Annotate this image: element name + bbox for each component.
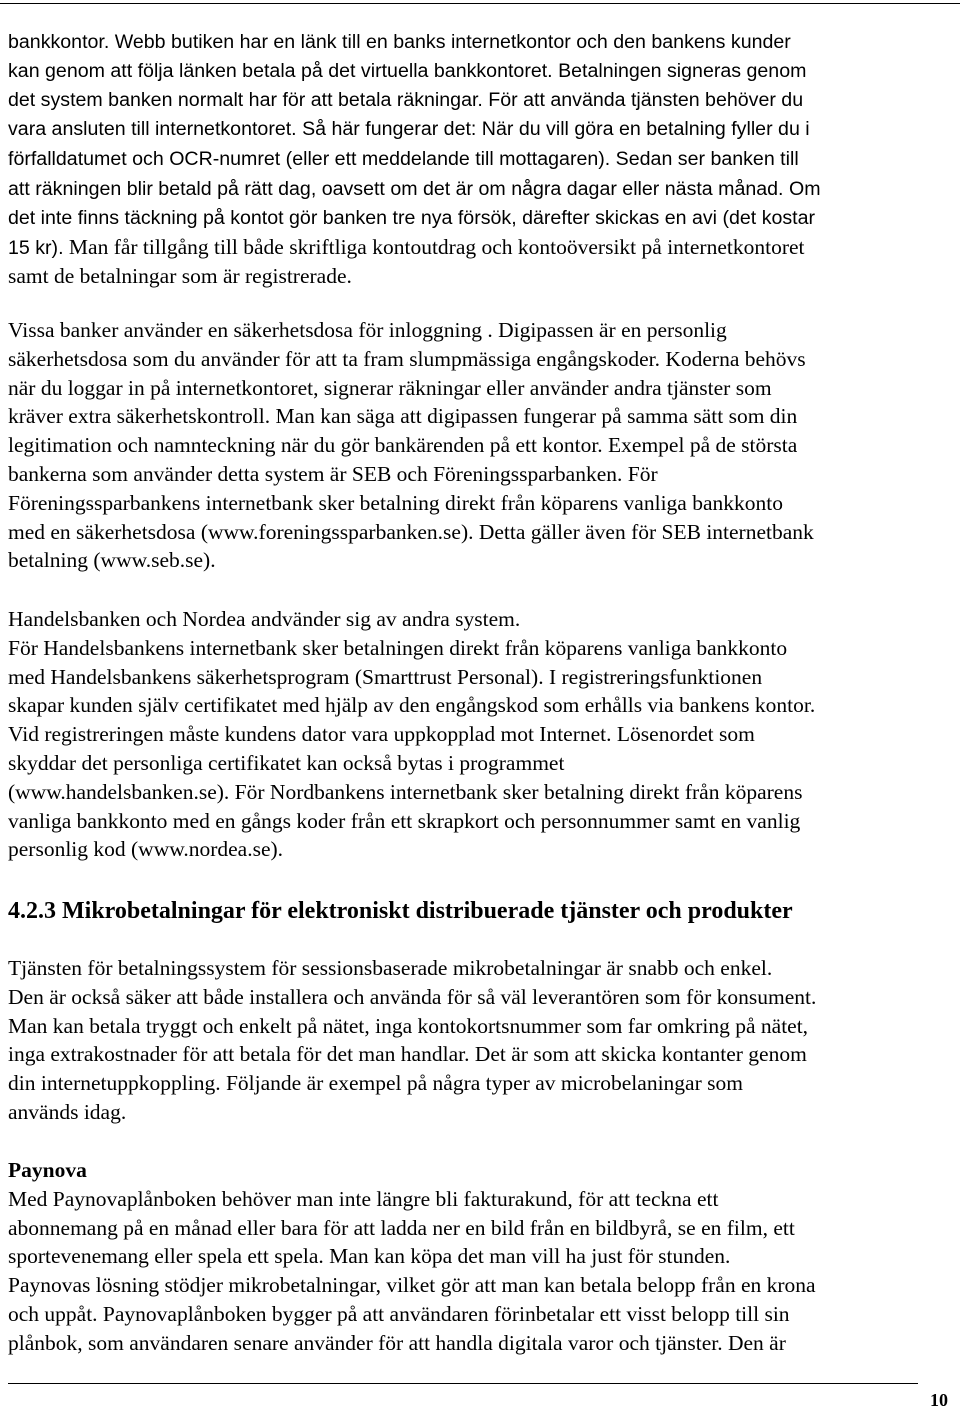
paragraph-security-device: [8, 316, 956, 575]
text-line-mixed: [8, 174, 956, 204]
text-line: Med Paynovaplånboken behöver man inte längre bli fakturakund, för att teckna ett: [8, 1186, 719, 1211]
text-span: Om: [783, 177, 821, 200]
text-line: Vid registreringen måste kundens dator vara uppkopplad mot Internet. Lösenordet som: [8, 722, 755, 747]
text-line: personlig kod (www.nordea.se).: [8, 837, 284, 862]
paragraph-paynova: [8, 1156, 956, 1358]
page-number: 10: [930, 1390, 948, 1410]
text-span: förfalldatumet och OCR-numret (eller ett meddelande till mottagaren).: [8, 148, 611, 171]
text-line: bankerna som använder detta system är SEB och Föreningssparbanken. För: [8, 461, 658, 486]
text-span: Man får tillgång till både skriftliga kontoutdrag och kontoöversikt på internetkontoret: [63, 234, 805, 259]
text-line-mixed: [8, 114, 956, 144]
text-span: att räkningen blir betald på rätt dag, oavsett om det är om några dagar eller nästa månad.: [8, 177, 784, 200]
text-span: 15 kr).: [8, 236, 64, 259]
text-line-mixed: [8, 144, 956, 174]
text-line: Man kan betala tryggt och enkelt på nätet, inga kontokortsnummer som far omkring på nätet,: [8, 1013, 809, 1038]
text-line: kräver extra säkerhetskontroll. Man kan säga att digipassen fungerar på samma sätt som din: [8, 404, 798, 429]
text-line: betalning (www.seb.se).: [8, 548, 216, 573]
text-line: (www.handelsbanken.se). För Nordbankens internetbank sker betalning direkt från köparens: [8, 779, 803, 804]
text-line: skyddar det personliga certifikatet kan också bytas i programmet: [8, 750, 565, 775]
text-line: sportevenemang eller spela ett spela. Man kan köpa det man vill ha just för stunden.: [8, 1244, 731, 1269]
text-line: det system banken normalt har för att betala räkningar. För att använda tjänsten behöver du: [8, 88, 804, 111]
text-line: det inte finns täckning på kontot gör banken tre nya försök, därefter skickas en avi (det kostar: [8, 206, 816, 229]
text-line: legitimation och namnteckning när du gör bankärenden på ett kontor. Exempel på de största: [8, 433, 798, 458]
text-span: Sedan ser banken till: [610, 148, 799, 171]
section-heading: 4.2.3 Mikrobetalningar för elektroniskt distribuerade tjänster och produkter: [8, 898, 793, 924]
text-line: plånbok, som användaren senare använder för att handla digitala varor och tjänster. Den är: [8, 1330, 786, 1355]
text-line: skapar kunden själv certifikatet med hjälp av den engångskod som erhålls via bankens kontor.: [8, 693, 816, 718]
text-line: med en säkerhetsdosa (www.foreningssparbanken.se). Detta gäller även för SEB internetbank: [8, 519, 814, 544]
text-line: inga extrakostnader för att betala för det man handlar. Det är som att skicka kontanter genom: [8, 1042, 807, 1067]
text-line: din internetuppkoppling. Följande är exempel på några typer av microbelaningar som: [8, 1071, 743, 1096]
subheading-paynova: Paynova: [8, 1158, 87, 1182]
text-line: och uppåt. Paynovaplånboken bygger på att användaren förinbetalar ett visst belopp till sin: [8, 1301, 790, 1326]
text-line-mixed: [8, 233, 956, 263]
paragraph-internetbank-payment: [8, 28, 956, 291]
text-span: Så här fungerar det: När du vill göra en betalning fyller du i: [296, 118, 810, 141]
paragraph-handelsbanken-nordea: [8, 605, 956, 864]
text-line: Handelsbanken och Nordea andvänder sig av andra system.: [8, 607, 521, 631]
text-line: abonnemang på en månad eller bara för att ladda ner en bild från en bildbyrå, se en film, ett: [8, 1215, 795, 1240]
text-span: vara ansluten till internetkontoret.: [8, 118, 297, 141]
text-line: säkerhetsdosa som du använder för att ta fram slumpmässiga engångskoder. Koderna behövs: [8, 346, 806, 371]
text-line: vanliga bankkonto med en gångs koder från ett skrapkort och personnummer samt en vanlig: [8, 808, 801, 833]
text-line: samt de betalningar som är registrerade.: [8, 264, 352, 289]
text-line: Paynovas lösning stödjer mikrobetalningar, vilket gör att man kan betala belopp från en krona: [8, 1273, 816, 1298]
text-line: när du loggar in på internetkontoret, signerar räkningar eller använder andra tjänster som: [8, 375, 772, 400]
footer-rule: [8, 1383, 918, 1384]
text-line: Föreningssparbankens internetbank sker betalning direkt från köparens vanliga bankkonto: [8, 490, 783, 515]
text-line: Tjänsten för betalningssystem för sessionsbaserade mikrobetalningar är snabb och enkel.: [8, 956, 773, 980]
text-line: Den är också säker att både installera och använda för så väl leverantören som för konsument.: [8, 984, 817, 1009]
text-line: För Handelsbankens internetbank sker betalningen direkt från köparens vanliga bankkonto: [8, 635, 788, 660]
text-line: bankkontor. Webb butiken har en länk till en banks internetkontor och den bankens kunder: [8, 31, 791, 53]
text-line: kan genom att följa länken betala på det virtuella bankkontoret. Betalningen signeras genom: [8, 59, 807, 82]
text-line: används idag.: [8, 1099, 127, 1124]
paragraph-micropayments: [8, 954, 956, 1127]
header-rule: [0, 3, 960, 4]
text-line: Vissa banker använder en säkerhetsdosa för inloggning . Digipassen är en personlig: [8, 318, 727, 342]
text-line: med Handelsbankens säkerhetsprogram (Smarttrust Personal). I registreringsfunktionen: [8, 664, 763, 689]
